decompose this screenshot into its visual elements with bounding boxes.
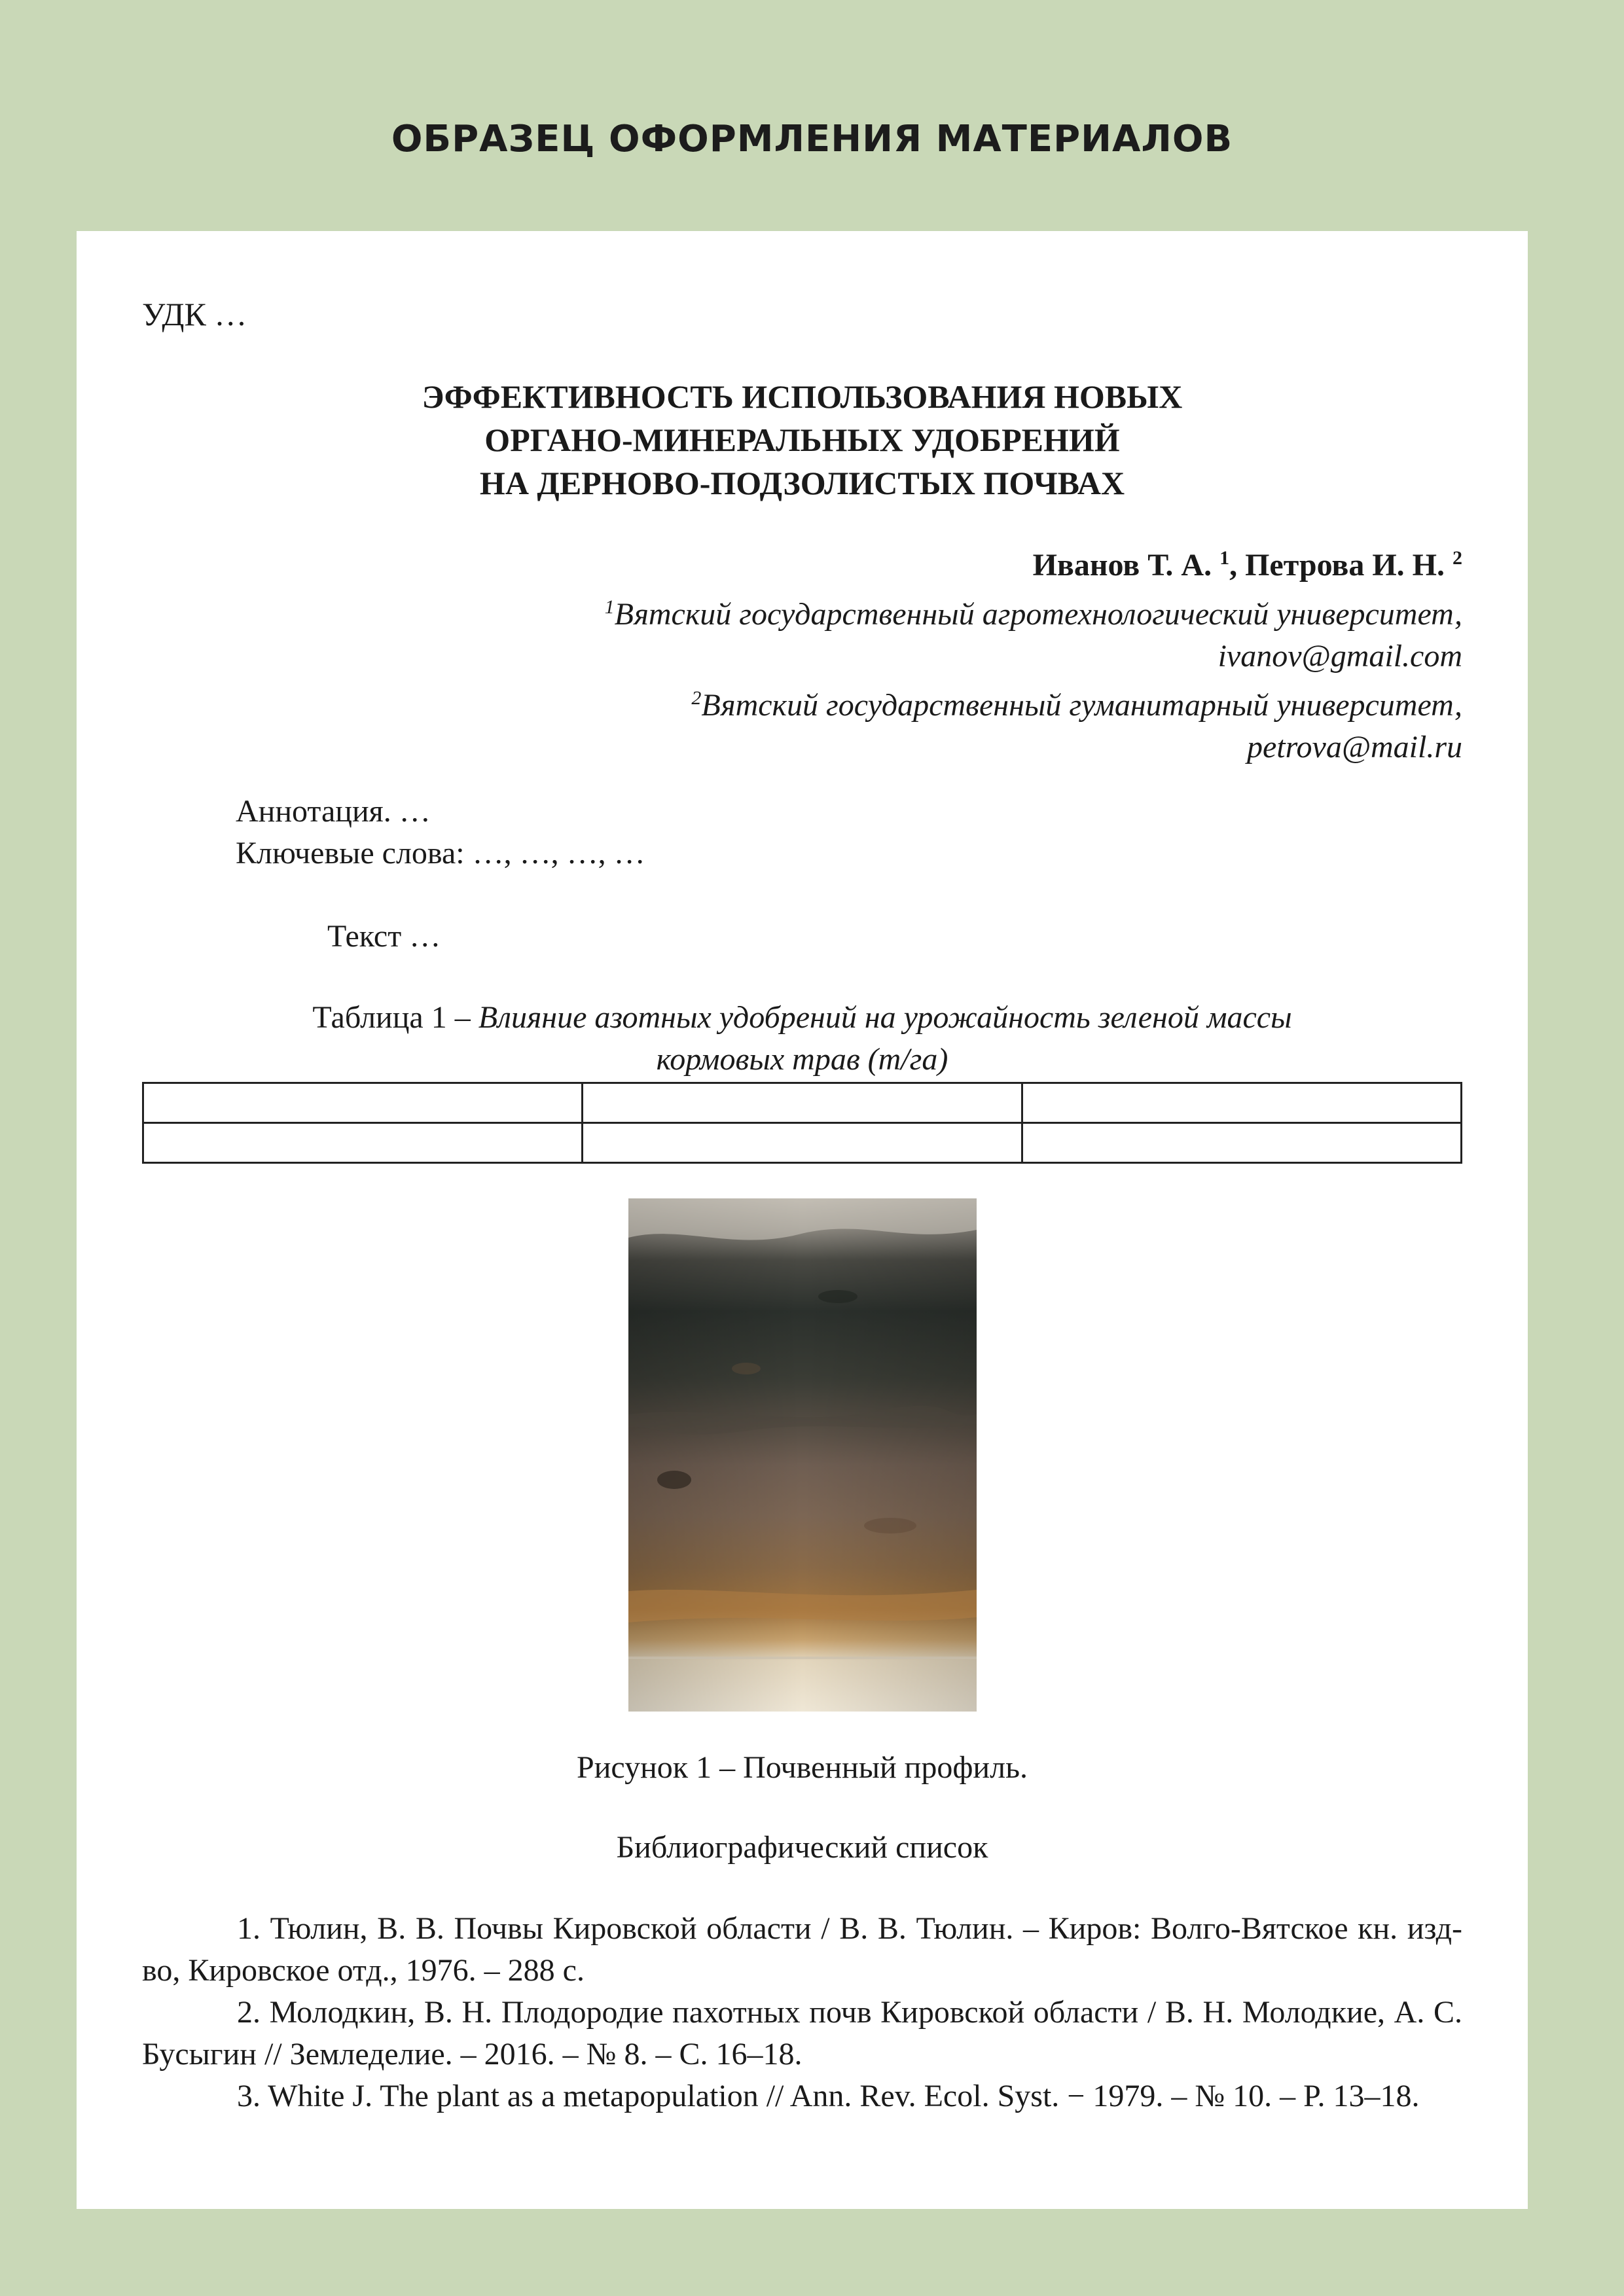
page-header-title: ОБРАЗЕЦ ОФОРМЛЕНИЯ МАТЕРИАЛОВ bbox=[391, 118, 1233, 160]
annotation-text: Аннотация. … bbox=[236, 794, 431, 829]
affiliation bbox=[605, 677, 1462, 726]
bibliography-item: 1. Тюлин, В. В. Почвы Кировской области / В. В. Тюлин. – Киров: Волго-Вятское кн. изд-во, Кировское отд., 1976. – 288 с. bbox=[142, 1911, 1462, 1988]
table-row bbox=[143, 1083, 1462, 1123]
article-title bbox=[77, 375, 1528, 505]
title-line: НА ДЕРНОВО-ПОДЗОЛИСТЫХ ПОЧВАХ bbox=[479, 465, 1125, 501]
title-line: ЭФФЕКТИВНОСТЬ ИСПОЛЬЗОВАНИЯ НОВЫХ bbox=[422, 378, 1183, 415]
affiliation bbox=[605, 586, 1462, 636]
keywords-text: Ключевые слова: …, …, …, … bbox=[236, 836, 645, 870]
table-cell bbox=[1022, 1123, 1461, 1163]
figure-caption: Рисунок 1 – Почвенный профиль. bbox=[577, 1750, 1028, 1785]
affiliation-superscript: 2 bbox=[691, 687, 702, 709]
body-text: Текст … bbox=[327, 919, 441, 954]
soil-profile-photo bbox=[628, 1198, 977, 1712]
title-line: ОРГАНО-МИНЕРАЛЬНЫХ УДОБРЕНИЙ bbox=[484, 422, 1120, 458]
author-name: Петрова И. Н. bbox=[1245, 548, 1445, 583]
authors-block bbox=[605, 537, 1462, 768]
table-cell bbox=[143, 1083, 583, 1123]
udk-label: УДК … bbox=[142, 296, 247, 332]
table-cell bbox=[1022, 1083, 1461, 1123]
table-cell bbox=[583, 1083, 1022, 1123]
author-name: Иванов Т. А. bbox=[1032, 548, 1212, 583]
author-email: petrova@mail.ru bbox=[1246, 730, 1462, 764]
table-caption-title: кормовых трав (т/га) bbox=[656, 1042, 948, 1077]
author-names bbox=[605, 537, 1462, 586]
affiliation-superscript: 1 bbox=[604, 596, 615, 618]
author-email: ivanov@gmail.com bbox=[1218, 639, 1462, 673]
table-row bbox=[143, 1123, 1462, 1163]
annotation-block bbox=[236, 791, 645, 874]
table-cell bbox=[143, 1123, 583, 1163]
bibliography-heading: Библиографический список bbox=[616, 1830, 988, 1865]
table-caption-title: Влияние азотных удобрений на урожайность зеленой массы bbox=[478, 1000, 1292, 1035]
affiliation-text: Вятский государственный гуманитарный университет, bbox=[701, 688, 1462, 723]
author-superscript: 1 bbox=[1219, 547, 1230, 569]
document-sheet bbox=[77, 231, 1528, 2209]
empty-table bbox=[142, 1082, 1462, 1164]
affiliation-text: Вятский государственный агротехнологический университет, bbox=[614, 597, 1462, 632]
bibliography-item: 2. Молодкин, В. Н. Плодородие пахотных почв Кировской области / В. Н. Молодкие, А. С. Бусыгин // Земледелие. – 2016. – № 8. – С. 16–18. bbox=[142, 1995, 1462, 2072]
bibliography-item: 3. White J. The plant as a metapopulation // Ann. Rev. Ecol. Syst. − 1979. – № 10. – P. 13–18. bbox=[237, 2079, 1420, 2113]
table-caption-label: Таблица 1 – bbox=[312, 1000, 478, 1035]
author-separator: , bbox=[1229, 548, 1246, 583]
table-caption bbox=[77, 997, 1528, 1081]
table-cell bbox=[583, 1123, 1022, 1163]
bibliography-list bbox=[142, 1908, 1462, 2117]
author-superscript: 2 bbox=[1453, 547, 1462, 569]
